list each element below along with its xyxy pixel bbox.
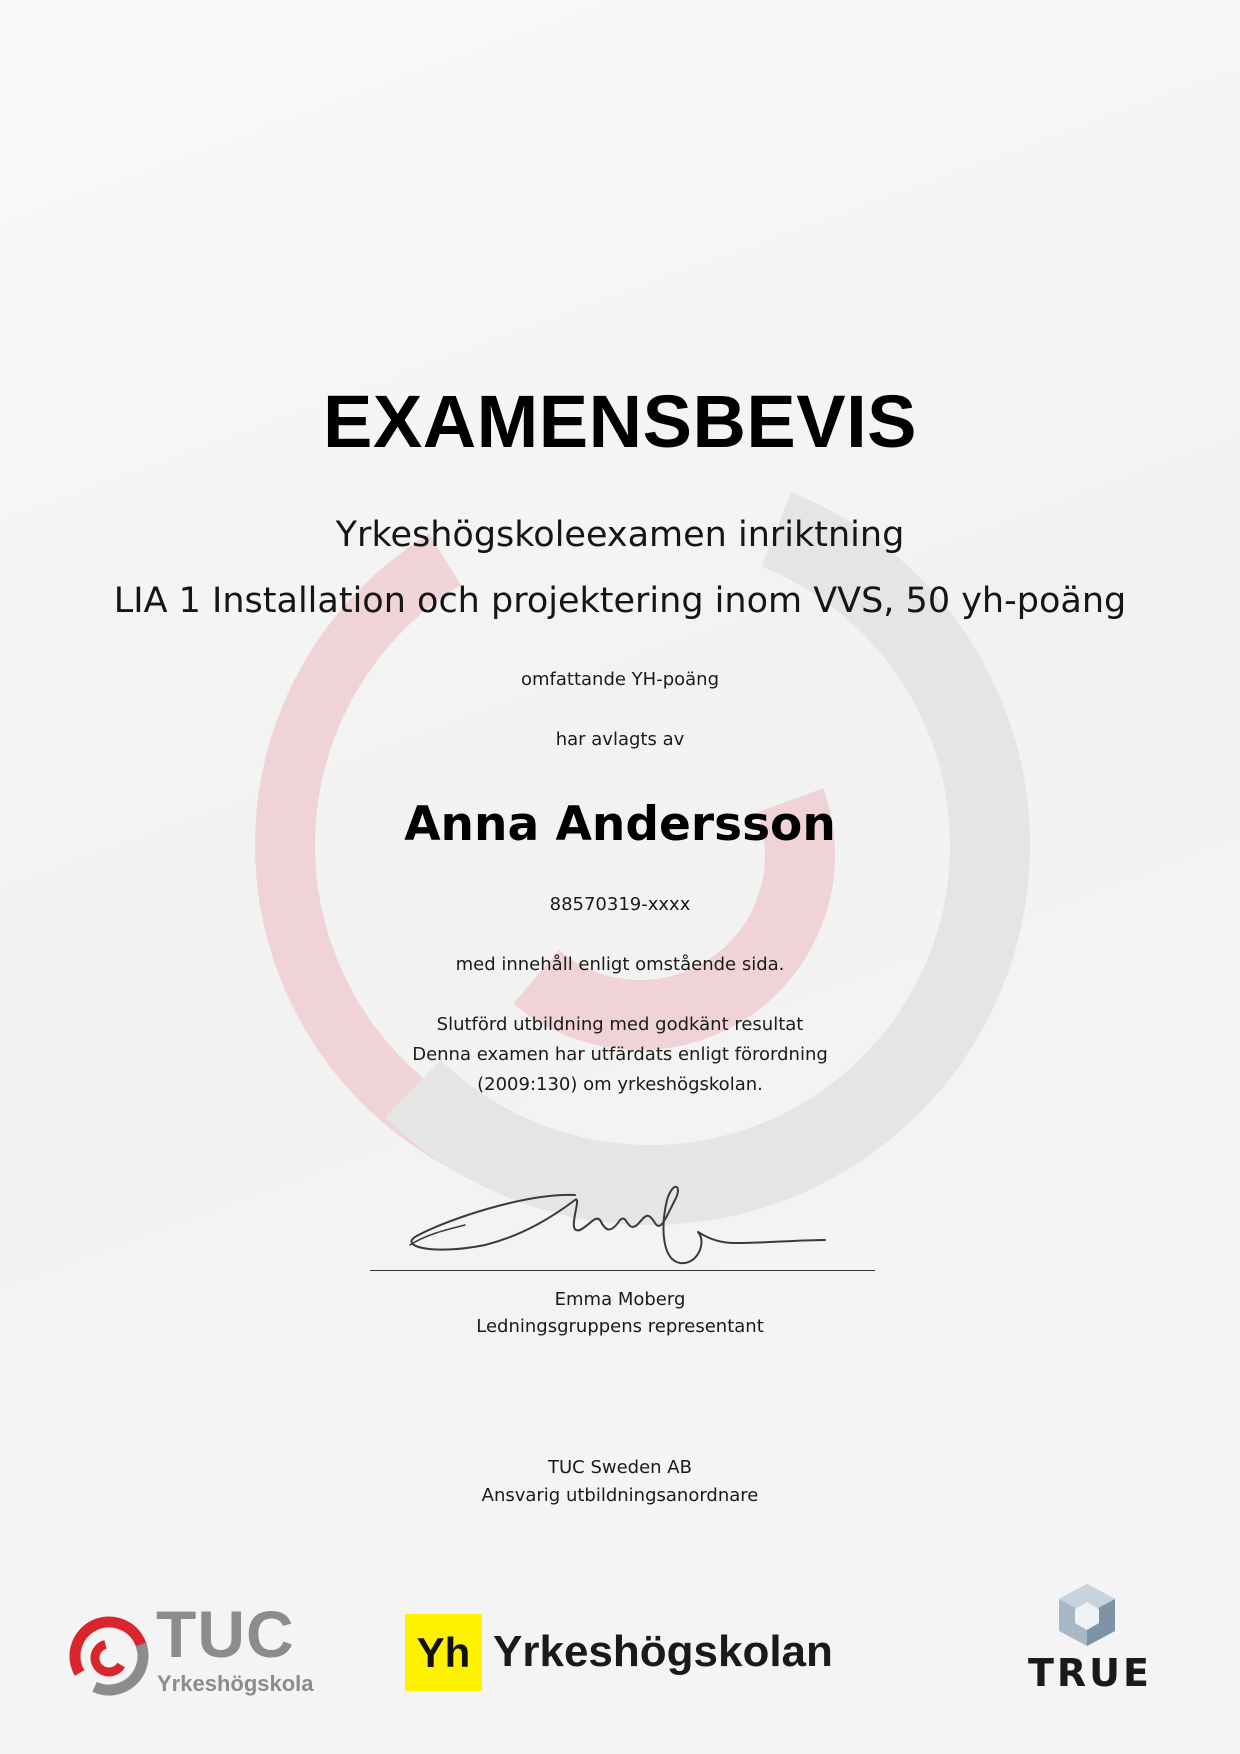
tuc-logo	[68, 1597, 338, 1705]
personal-number: 88570319-xxxx	[549, 894, 691, 915]
hexagon-cube-icon	[1055, 1582, 1119, 1648]
yh-logo	[405, 1614, 845, 1692]
tuc-tagline: Yrkeshögskola	[157, 1671, 314, 1696]
handwritten-signature	[405, 1175, 835, 1275]
document-title: EXAMENSBEVIS	[322, 380, 918, 463]
true-wordmark: TRUE	[1028, 1651, 1152, 1695]
program-subtitle: LIA 1 Installation och projektering inom VVS, 50 yh-poäng	[113, 581, 1127, 621]
tuc-wordmark: TUC	[156, 1597, 295, 1671]
completion-line-3: (2009:130) om yrkeshögskolan.	[477, 1074, 763, 1095]
organizer-role: Ansvarig utbildningsanordnare	[481, 1485, 759, 1506]
tuc-swirl-icon	[68, 1615, 150, 1697]
completion-line-1: Slutförd utbildning med godkänt resultat	[436, 1014, 804, 1035]
degree-subtitle: Yrkeshögskoleexamen inriktning	[335, 515, 905, 555]
yh-badge: Yh	[405, 1614, 482, 1691]
true-logo	[1025, 1582, 1155, 1702]
yh-wordmark: Yrkeshögskolan	[493, 1627, 833, 1676]
signature-line	[370, 1270, 875, 1271]
awarded-text: har avlagts av	[555, 729, 685, 750]
signatory-name: Emma Moberg	[554, 1289, 686, 1310]
organizer-name: TUC Sweden AB	[548, 1457, 692, 1478]
content-note: med innehåll enligt omstående sida.	[455, 954, 785, 975]
signatory-role: Ledningsgruppens representant	[476, 1316, 764, 1337]
points-text: omfattande YH-poäng	[520, 669, 720, 690]
completion-line-2: Denna examen har utfärdats enligt förordning	[412, 1044, 828, 1065]
recipient-name: Anna Andersson	[404, 797, 836, 852]
